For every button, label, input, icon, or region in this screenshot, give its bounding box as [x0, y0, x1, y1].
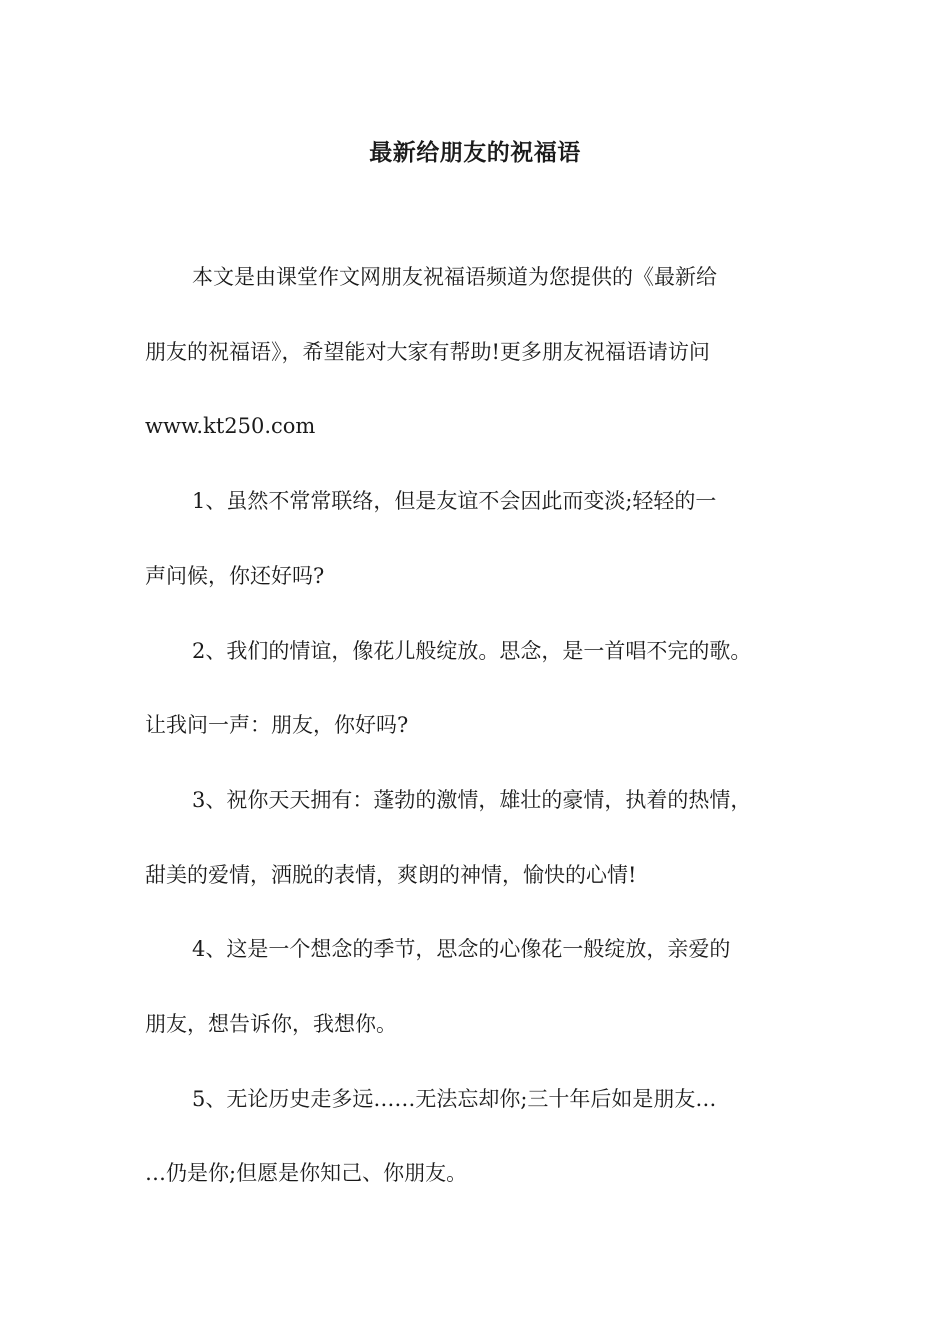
- item-2-line-1: 2、我们的情谊，像花儿般绽放。思念，是一首唱不完的歌。: [192, 639, 752, 663]
- item-2-line-2: 让我问一声：朋友，你好吗?: [145, 713, 409, 737]
- item-1-line-1: 1、虽然不常常联络，但是友谊不会因此而变淡;轻轻的一: [192, 489, 717, 513]
- item-3-line-1: 3、祝你天天拥有：蓬勃的激情，雄壮的豪情，执着的热情，: [192, 788, 752, 812]
- website-url: www.kt250.com: [145, 414, 316, 438]
- item-4-line-2: 朋友，想告诉你，我想你。: [145, 1012, 397, 1036]
- intro-line-2: 朋友的祝福语》，希望能对大家有帮助!更多朋友祝福语请访问: [145, 340, 710, 364]
- item-5-line-2: …仍是你;但愿是你知己、你朋友。: [145, 1161, 468, 1185]
- intro-line-1: 本文是由课堂作文网朋友祝福语频道为您提供的《最新给: [192, 265, 717, 289]
- item-4-line-1: 4、这是一个想念的季节，思念的心像花一般绽放，亲爱的: [192, 937, 731, 961]
- item-3-line-2: 甜美的爱情，洒脱的表情，爽朗的神情，愉快的心情!: [145, 863, 637, 887]
- item-1-line-2: 声问候，你还好吗?: [145, 564, 325, 588]
- document-title: 最新给朋友的祝福语: [369, 139, 581, 166]
- item-5-line-1: 5、无论历史走多远……无法忘却你;三十年后如是朋友…: [192, 1087, 717, 1111]
